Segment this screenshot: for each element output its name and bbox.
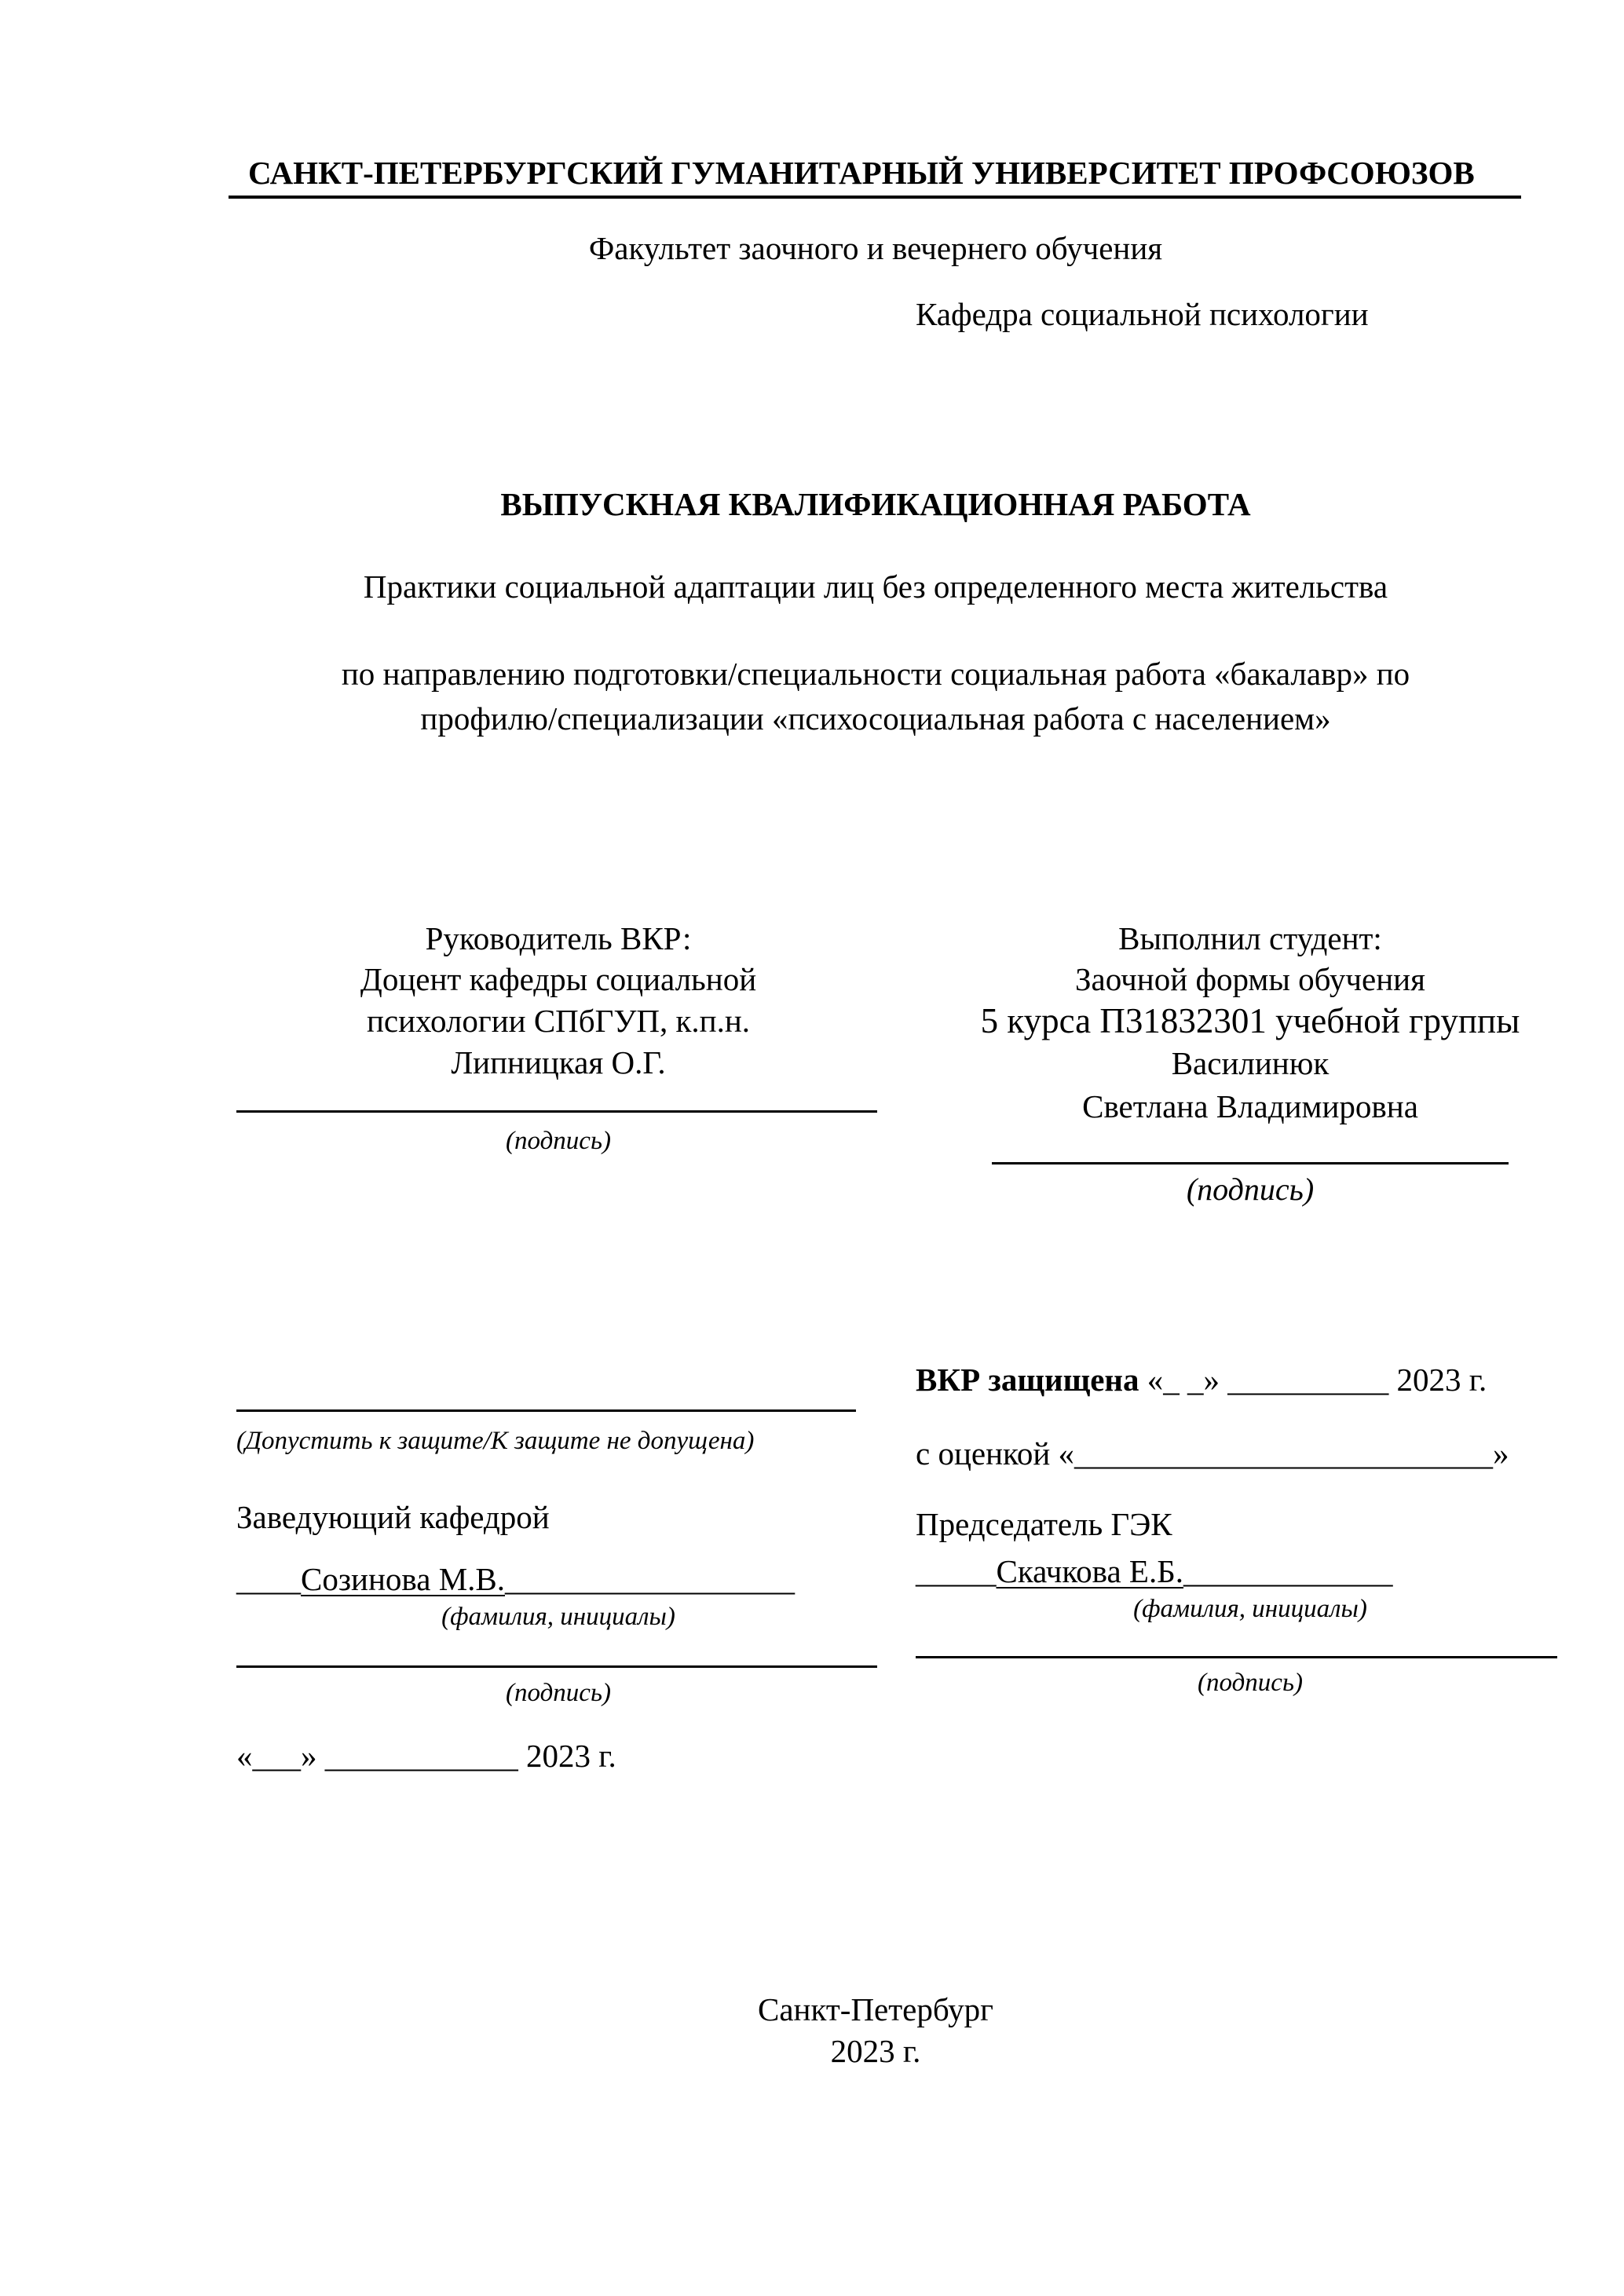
head-signature-caption: (подпись): [506, 1679, 611, 1707]
head-signature-line: [236, 1665, 877, 1668]
supervisor-signature-caption: (подпись): [506, 1127, 611, 1155]
chair-name-field: [916, 1553, 1393, 1589]
header-rule: [229, 196, 1521, 199]
student-group: 5 курса П31832301 учебной группы: [980, 1001, 1520, 1040]
chair-signature-line: [916, 1656, 1557, 1658]
chair-label: Председатель ГЭК: [916, 1506, 1172, 1542]
footer-year: 2023 г.: [830, 2033, 921, 2069]
chair-name-prefix: _____: [916, 1553, 997, 1589]
thesis-topic: Практики социальной адаптации лиц без определенного места жительства: [363, 569, 1388, 605]
head-name-prefix: ____: [236, 1561, 301, 1597]
work-type-title: ВЫПУСКНАЯ КВАЛИФИКАЦИОННАЯ РАБОТА: [500, 486, 1251, 522]
admission-decision-line: [236, 1409, 856, 1412]
chair-name-caption: (фамилия, инициалы): [1133, 1595, 1367, 1623]
supervisor-signature-line: [236, 1110, 877, 1113]
university-name: САНКТ-ПЕТЕРБУРГСКИЙ ГУМАНИТАРНЫЙ УНИВЕРСИТЕТ ПРОФСОЮЗОВ: [248, 155, 1475, 191]
chair-name-suffix: _____________: [1183, 1553, 1393, 1589]
head-name-suffix: __________________: [505, 1561, 795, 1597]
defense-date-line: [916, 1364, 1487, 1396]
student-form: Заочной формы обучения: [1075, 961, 1425, 997]
head-name: Созинова М.В.: [301, 1561, 505, 1597]
supervisor-position-1: Доцент кафедры социальной: [360, 961, 757, 997]
direction-line-1: по направлению подготовки/специальности социальная работа «бакалавр» по: [341, 656, 1410, 692]
head-name-caption: (фамилия, инициалы): [441, 1603, 675, 1631]
student-label: Выполнил студент:: [1118, 920, 1382, 956]
grade-line: с оценкой «__________________________»: [916, 1435, 1509, 1472]
head-name-field: [236, 1563, 795, 1596]
student-surname: Василинюк: [1171, 1045, 1330, 1081]
footer-city: Санкт-Петербург: [758, 1991, 993, 2027]
admission-date: «___» ____________ 2023 г.: [236, 1738, 616, 1774]
supervisor-position-2: психологии СПбГУП, к.п.н.: [366, 1003, 751, 1039]
defended-date: «_ _» __________ 2023 г.: [1139, 1362, 1487, 1398]
head-label: Заведующий кафедрой: [236, 1499, 550, 1535]
chair-name: Скачкова Е.Б.: [996, 1553, 1184, 1589]
student-signature-line: [992, 1162, 1509, 1164]
direction-line-2: профилю/специализации «психосоциальная работа с населением»: [420, 700, 1331, 737]
defended-label: ВКР защищена: [916, 1362, 1139, 1398]
admission-caption: (Допустить к защите/К защите не допущена): [236, 1427, 755, 1455]
faculty-name: Факультет заочного и вечернего обучения: [588, 230, 1163, 266]
supervisor-label: Руководитель ВКР:: [425, 920, 692, 956]
student-given-names: Светлана Владимировна: [1082, 1088, 1418, 1124]
supervisor-name: Липницкая О.Г.: [451, 1044, 666, 1080]
chair-signature-caption: (подпись): [1198, 1669, 1303, 1697]
department-name: Кафедра социальной психологии: [916, 296, 1369, 332]
student-signature-caption: (подпись): [1186, 1172, 1315, 1207]
